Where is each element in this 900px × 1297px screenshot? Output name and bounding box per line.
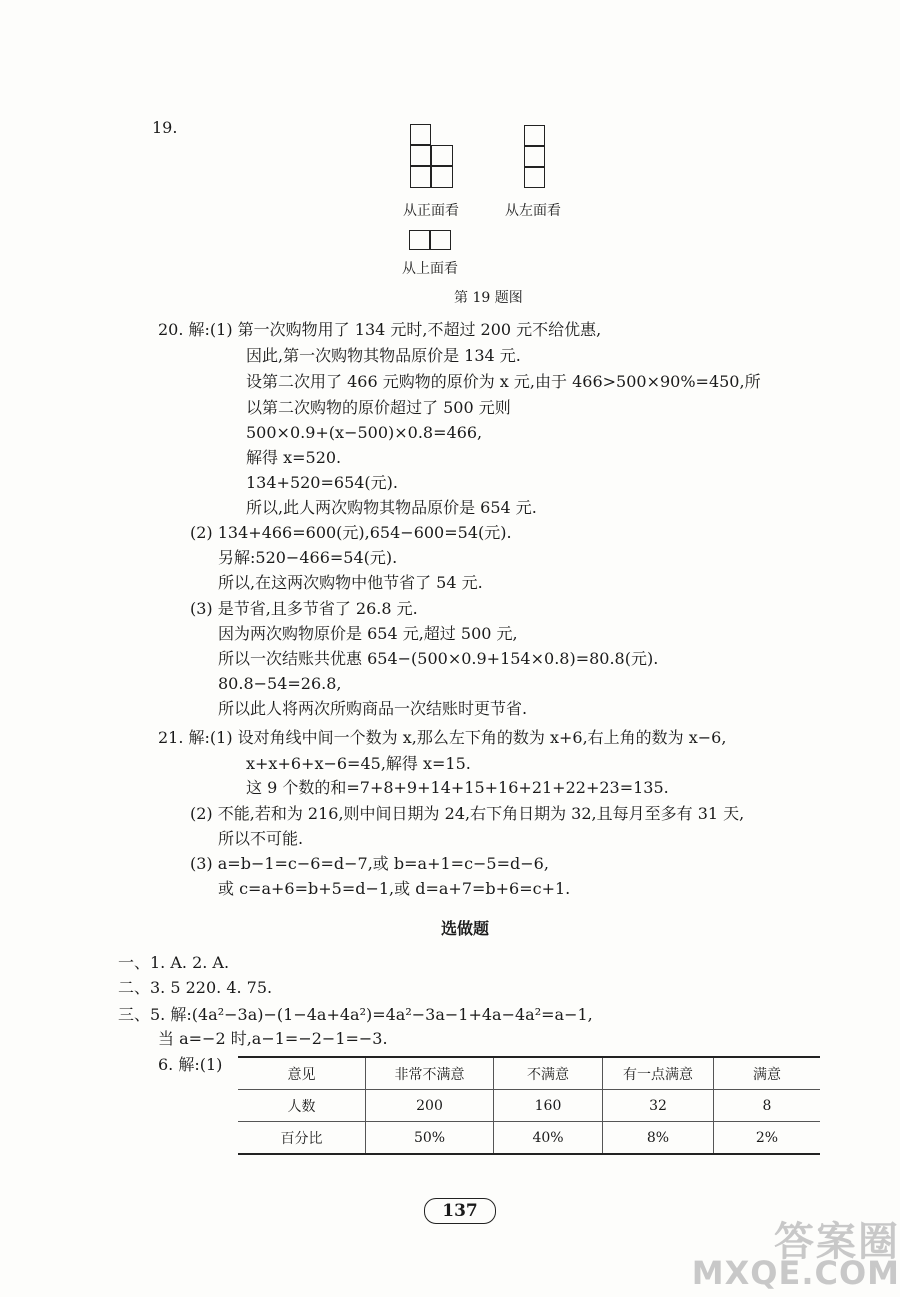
watermark-text: 答案圈 — [774, 1219, 900, 1265]
table-cell: 8 — [714, 1090, 821, 1122]
solution-line: 因为两次购物原价是 654 元,超过 500 元, — [218, 624, 518, 643]
table-cell: 百分比 — [238, 1122, 366, 1155]
survey-table — [238, 1056, 820, 1155]
solution-line: 以第二次购物的原价超过了 500 元则 — [246, 398, 511, 417]
table-cell: 意见 — [238, 1057, 366, 1090]
table-cell: 32 — [603, 1090, 714, 1122]
solution-line: 134+520=654(元). — [246, 473, 399, 492]
solution-line: 所以不可能. — [218, 829, 304, 848]
table-cell: 非常不满意 — [366, 1057, 494, 1090]
solution-line: 所以,在这两次购物中他节省了 54 元. — [218, 573, 483, 592]
solution-line: 20. 解:(1) 第一次购物用了 134 元时,不超过 200 元不给优惠, — [158, 320, 602, 339]
table-cell: 8% — [603, 1122, 714, 1155]
table-cell: 满意 — [714, 1057, 821, 1090]
solution-line: 或 c=a+6=b+5=d−1,或 d=a+7=b+6=c+1. — [218, 879, 571, 898]
solution-line: 所以一次结账共优惠 654−(500×0.9+154×0.8)=80.8(元). — [218, 649, 659, 668]
table-cell: 50% — [366, 1122, 494, 1155]
solution-line: 另解:520−466=54(元). — [218, 548, 398, 567]
table-cell: 不满意 — [494, 1057, 603, 1090]
figure-caption: 第 19 题图 — [454, 290, 523, 306]
optional-heading: 选做题 — [441, 919, 490, 938]
solution-line: 二、3. 5 220. 4. 75. — [118, 978, 273, 997]
solution-line: 80.8−54=26.8, — [218, 674, 342, 693]
solution-line: 所以此人将两次所购商品一次结账时更节省. — [218, 699, 528, 718]
solution-line: 因此,第一次购物其物品原价是 134 元. — [246, 346, 521, 365]
table-cell: 2% — [714, 1122, 821, 1155]
left-view-label: 从左面看 — [505, 203, 561, 219]
table-cell: 40% — [494, 1122, 603, 1155]
solution-line: (2) 不能,若和为 216,则中间日期为 24,右下角日期为 32,且每月至多有 31 天, — [190, 804, 745, 823]
q19-number: 19. — [152, 118, 178, 137]
table-row — [238, 1122, 820, 1155]
solution-line: (2) 134+466=600(元),654−600=54(元). — [190, 523, 512, 542]
watermark-url: MXQE.COM — [691, 1254, 900, 1292]
solution-line: 6. 解:(1) — [158, 1055, 223, 1074]
solution-line: 500×0.9+(x−500)×0.8=466, — [246, 423, 483, 442]
solution-line: 所以,此人两次购物其物品原价是 654 元. — [246, 498, 537, 517]
table-cell: 200 — [366, 1090, 494, 1122]
solution-line: 一、1. A. 2. A. — [118, 953, 230, 972]
solution-line: 21. 解:(1) 设对角线中间一个数为 x,那么左下角的数为 x+6,右上角的数为 x−6, — [158, 728, 727, 747]
solution-line: 解得 x=520. — [246, 448, 342, 467]
table-cell: 人数 — [238, 1090, 366, 1122]
table-cell: 有一点满意 — [603, 1057, 714, 1090]
solution-line: (3) 是节省,且多节省了 26.8 元. — [190, 599, 418, 618]
table-cell: 160 — [494, 1090, 603, 1122]
watermark-logo — [610, 1210, 900, 1297]
solution-line: 设第二次用了 466 元购物的原价为 x 元,由于 466>500×90%=450,所 — [246, 372, 761, 391]
front-view-label: 从正面看 — [403, 203, 459, 219]
solution-line: x+x+6+x−6=45,解得 x=15. — [246, 754, 471, 773]
solution-line: 三、5. 解:(4a²−3a)−(1−4a+4a²)=4a²−3a−1+4a−4a²=a−1, — [118, 1005, 593, 1024]
table-row — [238, 1090, 820, 1122]
table-row — [238, 1057, 820, 1090]
solution-line: (3) a=b−1=c−6=d−7,或 b=a+1=c−5=d−6, — [190, 854, 549, 873]
page-number: 137 — [424, 1198, 496, 1224]
top-view-label: 从上面看 — [402, 261, 458, 277]
solution-line: 这 9 个数的和=7+8+9+14+15+16+21+22+23=135. — [246, 778, 669, 797]
solution-line: 当 a=−2 时,a−1=−2−1=−3. — [158, 1029, 388, 1048]
